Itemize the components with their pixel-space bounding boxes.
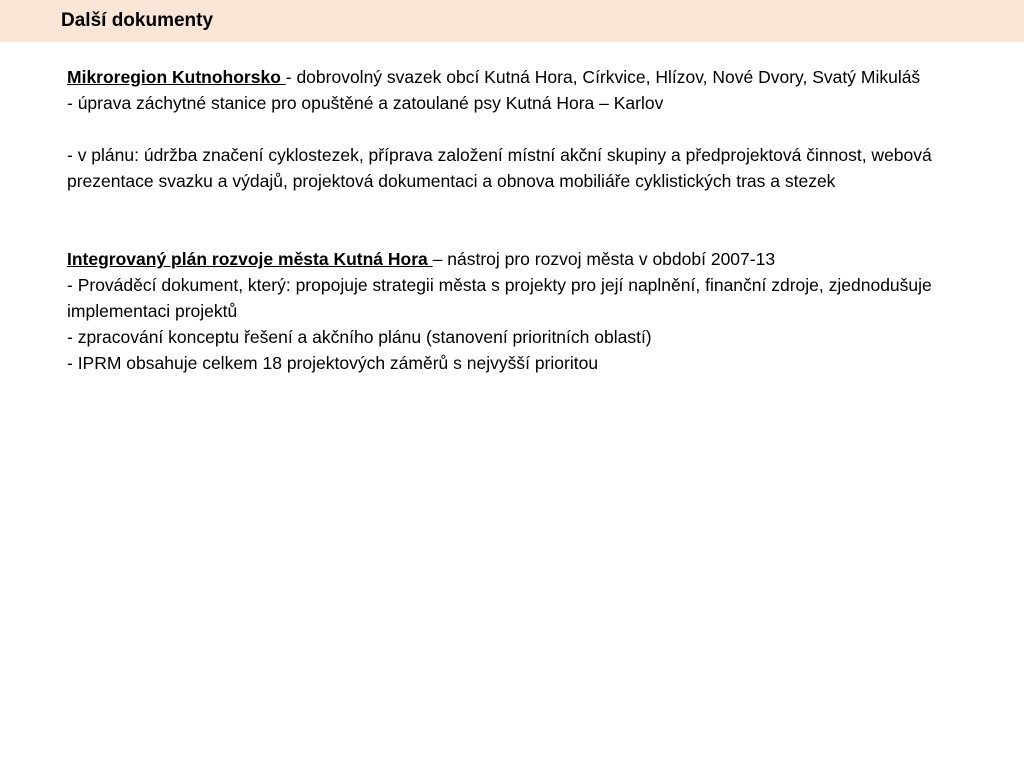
section-line: - Prováděcí dokument, který: propojuje strategii města s projekty pro její naplnění, finanční zdroje, zjednodušuje implementaci projektů	[67, 275, 932, 321]
spacer	[67, 116, 1007, 142]
section-line: - IPRM obsahuje celkem 18 projektových záměrů s nejvyšší prioritou	[67, 353, 599, 373]
section-heading: Integrovaný plán rozvoje města Kutná Hora	[67, 249, 433, 269]
title-bar	[0, 0, 1024, 42]
section-line: - v plánu: údržba značení cyklostezek, příprava založení místní akční skupiny a předprojektová činnost, webová prezentace svazku a výdajů, projektová dokumentaci a obnova mobiliáře cyklistických tras a stezek	[67, 145, 932, 191]
section-intro-text: – nástroj pro rozvoj města v období 2007-13	[432, 249, 776, 269]
section-line: - úprava záchytné stanice pro opuštěné a zatoulané psy Kutná Hora – Karlov	[67, 93, 664, 113]
section-intro	[67, 246, 1007, 272]
spacer	[67, 194, 1007, 246]
slide-title: Další dokumenty	[61, 10, 214, 31]
section-line: - zpracování konceptu řešení a akčního plánu (stanovení prioritních oblastí)	[67, 327, 652, 347]
section-intro	[67, 64, 1007, 90]
section-intro-text: - dobrovolný svazek obcí Kutná Hora, Církvice, Hlízov, Nové Dvory, Svatý Mikuláš	[285, 67, 921, 87]
section-heading: Mikroregion Kutnohorsko	[67, 67, 286, 87]
section-iprm	[67, 246, 1007, 376]
section-mikroregion	[67, 64, 1007, 194]
slide-content	[67, 64, 1007, 376]
